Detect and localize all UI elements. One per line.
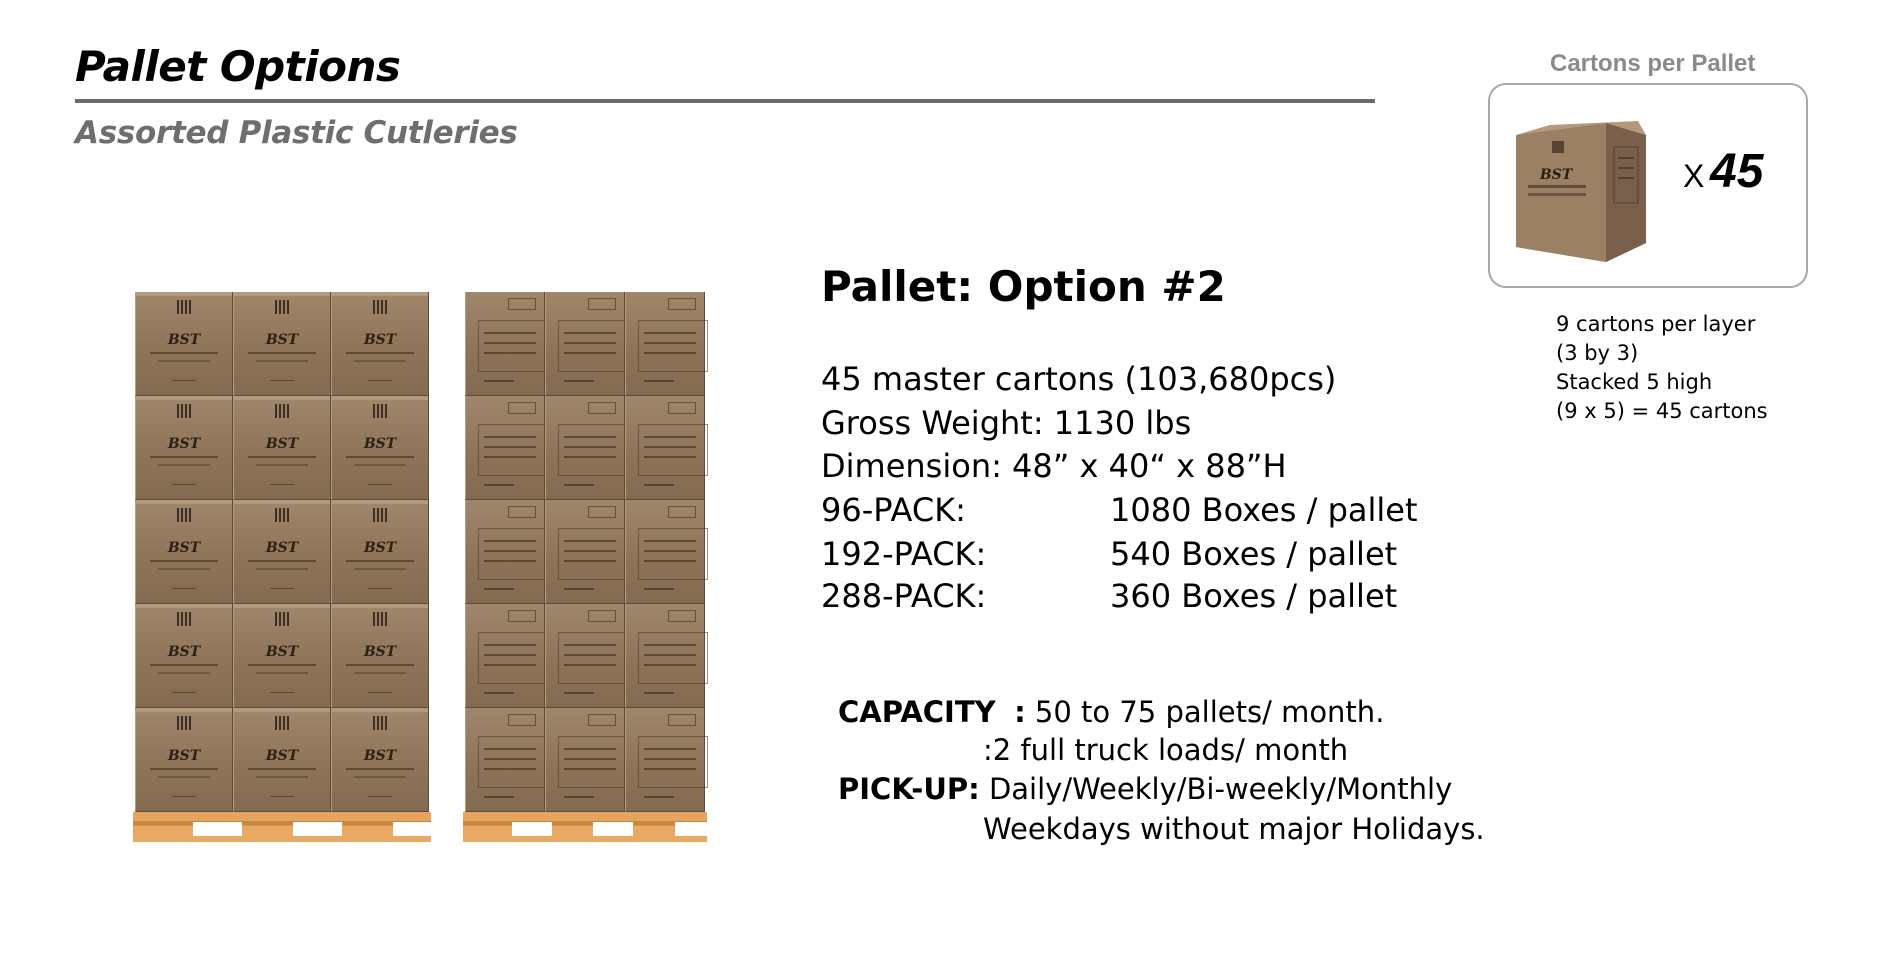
option-heading: Pallet: Option #2 [821,262,1226,311]
carton-brand-label: BST [363,644,397,660]
pallet-carton [135,708,233,812]
carton-brand-label: BST [363,332,397,348]
carton-brand-label: BST [167,748,201,764]
spec-gross-weight: Gross Weight: 1130 lbs [821,404,1192,442]
carton-brand-label: BST [167,540,201,556]
pallet-carton [545,292,625,396]
pallet-carton [233,604,331,708]
pack-value-96: 1080 Boxes / pallet [1110,491,1418,529]
pallet-carton [465,500,545,604]
spec-dimension: Dimension: 48” x 40“ x 88”H [821,447,1287,485]
carton-box-image [1510,117,1650,262]
pack-label-192: 192-PACK: [821,535,987,573]
pickup-row [838,772,1452,806]
carton-brand-label: BST [363,436,397,452]
pallet-front-view [135,292,430,852]
pallet-carton [331,292,429,396]
pallet-carton [465,708,545,812]
spec-cartons: 45 master cartons (103,680pcs) [821,360,1337,398]
wooden-pallet [463,812,707,842]
wooden-pallet [133,812,431,842]
note-cartons-per-layer: 9 cartons per layer [1556,312,1756,336]
note-grid: (3 by 3) [1556,341,1639,365]
carton-brand-label: BST [265,332,299,348]
capacity-truck-loads: :2 full truck loads/ month [983,733,1349,767]
pack-value-288: 360 Boxes / pallet [1110,577,1398,615]
pack-label-288: 288-PACK: [821,577,987,615]
pack-value-192: 540 Boxes / pallet [1110,535,1398,573]
capacity-row [838,695,1384,729]
pack-label-96: 96-PACK: [821,491,966,529]
pallet-side-view [465,292,705,852]
carton-brand-label: BST [265,436,299,452]
pallet-carton [465,396,545,500]
pallet-carton [233,292,331,396]
carton-brand: BST [1539,167,1573,183]
capacity-separator: : [1014,695,1026,729]
note-stacked: Stacked 5 high [1556,370,1713,394]
pallet-carton [465,604,545,708]
pallet-carton [135,500,233,604]
pallet-carton [233,708,331,812]
capacity-label: CAPACITY [838,695,996,729]
pallet-carton [135,292,233,396]
pickup-label: PICK-UP: [838,772,980,806]
pickup-schedule: Daily/Weekly/Bi-weekly/Monthly [988,772,1453,806]
pallet-carton [545,396,625,500]
pallet-carton [625,292,705,396]
pallet-carton [331,708,429,812]
pallet-carton [545,500,625,604]
note-total: (9 x 5) = 45 cartons [1556,399,1768,423]
title-divider [75,99,1375,103]
pallet-carton [625,604,705,708]
page-title: Pallet Options [75,42,401,91]
cartons-count: 45 [1710,145,1764,198]
pallet-carton [233,500,331,604]
multiplier-symbol: X [1683,158,1705,194]
pickup-note: Weekdays without major Holidays. [983,812,1485,846]
pallet-carton [625,708,705,812]
pallet-carton [331,500,429,604]
pallet-carton [135,604,233,708]
carton-brand-label: BST [265,644,299,660]
pallet-carton [625,396,705,500]
pallet-carton [545,708,625,812]
pallet-carton [233,396,331,500]
cartons-per-pallet-caption: Cartons per Pallet [1550,50,1756,77]
pallet-carton [545,604,625,708]
carton-brand-label: BST [167,644,201,660]
pallet-carton [465,292,545,396]
pallet-carton [331,604,429,708]
pallet-carton [625,500,705,604]
carton-brand-label: BST [363,540,397,556]
carton-brand-label: BST [363,748,397,764]
carton-brand-label: BST [265,748,299,764]
capacity-value: 50 to 75 pallets/ month. [1034,695,1385,729]
pallet-carton [135,396,233,500]
carton-brand-label: BST [265,540,299,556]
page-subtitle: Assorted Plastic Cutleries [75,115,518,151]
pallet-carton [331,396,429,500]
carton-brand-label: BST [167,332,201,348]
carton-brand-label: BST [167,436,201,452]
